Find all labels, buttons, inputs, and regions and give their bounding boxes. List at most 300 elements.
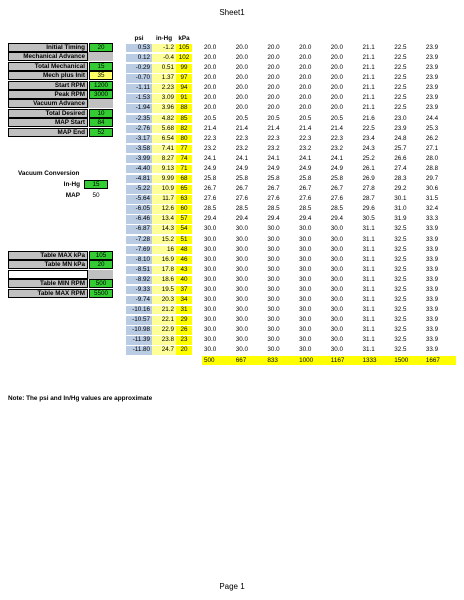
timing-value-cell: 21.1 (362, 54, 375, 62)
param-row (8, 270, 113, 279)
timing-value-cell: 24.1 (204, 154, 217, 162)
param-row (8, 289, 113, 298)
timing-value-cell: 20.0 (330, 74, 344, 82)
param-label: Table MN kPa (8, 260, 88, 269)
timing-value-cell: 26.7 (204, 185, 217, 193)
kpa-cell: 68 (176, 175, 192, 183)
timing-value-cell: 20.0 (330, 94, 344, 102)
timing-value-cell: 27.4 (394, 164, 407, 172)
timing-value-cell: 33.9 (425, 275, 439, 283)
timing-value-cell: 30.0 (330, 265, 344, 273)
table-row (126, 236, 464, 244)
kpa-cell: 40 (176, 276, 192, 284)
timing-value-cell: 23.0 (394, 114, 407, 122)
timing-value-cell: 30.0 (330, 306, 344, 314)
timing-value-cell: 29.4 (299, 215, 312, 223)
timing-value-cell: 30.0 (267, 346, 280, 354)
inhg-cell: 24.7 (152, 346, 176, 354)
timing-value-cell: 25.8 (235, 175, 248, 183)
inhg-cell: 9.99 (152, 175, 176, 183)
kpa-cell: 99 (176, 64, 192, 72)
param-label-empty (8, 270, 88, 279)
timing-value-cell: 20.0 (330, 84, 344, 92)
table-row (126, 135, 464, 143)
table-row (126, 205, 464, 213)
inhg-cell: 13.4 (152, 215, 176, 223)
timing-value-cell: 32.5 (394, 255, 407, 263)
param-row (8, 128, 113, 137)
param-value-cell[interactable]: 35 (89, 71, 113, 80)
timing-value-cell: 28.5 (299, 205, 312, 213)
timing-value-cell: 30.0 (204, 255, 217, 263)
param-value-cell[interactable]: 84 (89, 118, 113, 127)
timing-value-cell: 23.9 (425, 54, 439, 62)
inhg-cell: 12.6 (152, 205, 176, 213)
param-value-cell[interactable]: 15 (89, 62, 113, 71)
timing-value-cell: 25.2 (362, 154, 375, 162)
timing-value-cell: 26.7 (330, 185, 344, 193)
kpa-cell: 88 (176, 104, 192, 112)
timing-value-cell: 24.1 (299, 154, 312, 162)
psi-cell: -0.70 (126, 74, 152, 82)
timing-value-cell: 30.0 (235, 255, 248, 263)
vacuum-conversion-heading: Vacuum Conversion (18, 170, 80, 177)
timing-value-cell: 20.0 (299, 54, 312, 62)
timing-value-cell: 31.1 (362, 275, 375, 283)
timing-value-cell: 20.0 (235, 74, 248, 82)
timing-value-cell: 30.0 (330, 296, 344, 303)
timing-value-cell: 29.4 (330, 215, 344, 223)
timing-value-cell: 30.0 (299, 296, 312, 303)
timing-value-cell: 21.4 (267, 124, 280, 132)
param-row (8, 71, 113, 80)
table-row (126, 104, 464, 112)
param-value-cell[interactable]: 20 (89, 43, 113, 52)
kpa-cell: 65 (176, 185, 192, 193)
param-label: Mechanical Advance (8, 52, 88, 61)
timing-value-cell: 29.4 (235, 215, 248, 223)
inhg-cell: 2.23 (152, 84, 176, 92)
timing-value-cell: 20.0 (330, 54, 344, 62)
timing-value-cell: 25.8 (204, 175, 217, 183)
psi-cell: -6.46 (126, 215, 152, 223)
timing-value-cell: 30.0 (204, 316, 217, 324)
table-row (126, 215, 464, 223)
kpa-cell: 57 (176, 215, 192, 223)
inhg-cell: 4.82 (152, 115, 176, 123)
timing-value-cell: 24.4 (425, 114, 439, 122)
kpa-cell: 37 (176, 286, 192, 294)
timing-value-cell: 31.1 (362, 316, 375, 324)
timing-value-cell: 31.5 (425, 195, 439, 203)
table-row (126, 84, 464, 92)
table-row (126, 44, 464, 52)
timing-value-cell: 25.3 (425, 124, 439, 132)
timing-value-cell: 33.9 (425, 285, 439, 293)
timing-value-cell: 27.6 (299, 195, 312, 203)
param-label: Peak RPM (8, 90, 88, 99)
timing-value-cell: 21.1 (362, 64, 375, 72)
psi-cell: 0.53 (126, 44, 152, 52)
timing-value-cell: 31.1 (362, 245, 375, 253)
timing-value-cell: 24.9 (267, 164, 280, 172)
timing-value-cell: 30.0 (235, 245, 248, 253)
inhg-cell: 15.2 (152, 236, 176, 244)
timing-value-cell: 30.0 (267, 285, 280, 293)
table-row (126, 336, 464, 344)
kpa-cell: 26 (176, 326, 192, 334)
timing-value-cell: 23.2 (299, 144, 312, 152)
timing-value-cell: 24.3 (362, 144, 375, 152)
param-label: Start RPM (8, 81, 88, 90)
timing-value-cell: 30.0 (267, 316, 280, 324)
timing-value-cell: 30.0 (235, 316, 248, 324)
timing-value-cell: 32.5 (394, 326, 407, 334)
timing-value-cell: 30.0 (267, 306, 280, 314)
param-label: Table MAX RPM (8, 289, 88, 298)
timing-value-cell: 30.0 (267, 336, 280, 344)
table-row (126, 185, 464, 193)
timing-value-cell: 31.1 (362, 225, 375, 233)
param-label: Mech plus Init (8, 71, 88, 80)
param-value-cell[interactable]: 5500 (89, 289, 113, 298)
timing-value-cell: 23.9 (425, 94, 439, 102)
inhg-cell: 22.1 (152, 316, 176, 324)
timing-value-cell: 24.9 (235, 164, 248, 172)
table-row (126, 145, 464, 153)
timing-value-cell: 31.1 (362, 296, 375, 303)
timing-value-cell: 33.9 (425, 346, 439, 354)
timing-value-cell: 27.1 (425, 144, 439, 152)
timing-value-cell: 30.0 (267, 296, 280, 303)
timing-value-cell: 30.0 (267, 265, 280, 273)
timing-value-cell: 22.5 (362, 124, 375, 132)
timing-value-cell: 28.5 (330, 205, 344, 213)
timing-value-cell: 20.0 (330, 104, 344, 112)
param-row (8, 251, 113, 260)
kpa-cell: 80 (176, 135, 192, 143)
timing-value-cell: 29.4 (204, 215, 217, 223)
kpa-cell: 20 (176, 346, 192, 354)
timing-value-cell: 30.0 (235, 225, 248, 233)
table-row (126, 165, 464, 173)
timing-value-cell: 23.9 (425, 104, 439, 112)
timing-value-cell: 30.0 (299, 316, 312, 324)
inhg-cell: 14.3 (152, 225, 176, 233)
timing-value-cell: 21.4 (330, 124, 344, 132)
timing-value-cell: 33.9 (425, 235, 439, 243)
timing-value-cell: 25.7 (394, 144, 407, 152)
kpa-cell: 31 (176, 306, 192, 314)
kpa-cell: 82 (176, 125, 192, 133)
timing-value-cell: 30.0 (204, 265, 217, 273)
table-row (126, 94, 464, 102)
timing-value-cell: 23.9 (425, 64, 439, 72)
psi-cell: -1.11 (126, 84, 152, 92)
param-label: Vacuum Advance (8, 99, 88, 108)
timing-value-cell: 21.1 (362, 104, 375, 112)
timing-value-cell: 26.7 (267, 185, 280, 193)
timing-value-cell: 20.0 (299, 74, 312, 82)
psi-cell: -4.40 (126, 165, 152, 173)
timing-value-cell: 31.1 (362, 285, 375, 293)
timing-value-cell: 27.8 (362, 185, 375, 193)
timing-value-cell: 30.0 (299, 245, 312, 253)
psi-cell: -3.99 (126, 155, 152, 163)
param-value-cell[interactable]: 1200 (89, 81, 113, 90)
timing-value-cell: 30.0 (299, 326, 312, 334)
timing-value-cell: 20.0 (267, 84, 280, 92)
timing-value-cell: 30.0 (330, 255, 344, 263)
timing-value-cell: 30.0 (299, 336, 312, 344)
timing-value-cell: 30.0 (267, 235, 280, 243)
timing-value-cell: 31.1 (362, 235, 375, 243)
param-value-cell[interactable]: 10 (89, 109, 113, 118)
timing-value-cell: 20.0 (299, 94, 312, 102)
timing-value-cell: 33.9 (425, 306, 439, 314)
timing-value-cell: 33.3 (425, 215, 439, 223)
param-value-cell[interactable]: 105 (89, 251, 113, 260)
inhg-cell: 23.8 (152, 336, 176, 344)
timing-value-cell: 30.5 (362, 215, 375, 223)
timing-value-cell: 32.5 (394, 245, 407, 253)
psi-cell: -6.05 (126, 205, 152, 213)
timing-value-cell: 30.0 (235, 265, 248, 273)
timing-value-cell: 30.0 (330, 235, 344, 243)
timing-value-cell: 30.0 (204, 225, 217, 233)
timing-value-cell: 28.5 (235, 205, 248, 213)
timing-value-cell: 31.1 (362, 336, 375, 344)
timing-value-cell: 29.7 (425, 175, 439, 183)
kpa-cell: 97 (176, 74, 192, 82)
timing-value-cell: 30.0 (235, 296, 248, 303)
timing-value-cell: 30.0 (330, 336, 344, 344)
param-label: Initial Timing (8, 43, 88, 52)
param-value-cell[interactable]: 500 (89, 279, 113, 288)
inhg-cell: 7.41 (152, 145, 176, 153)
inhg-value-cell[interactable]: 15 (84, 180, 108, 189)
timing-value-cell: 30.0 (299, 275, 312, 283)
map-value: 50 (92, 192, 100, 199)
timing-value-cell: 20.0 (267, 74, 280, 82)
timing-value-cell: 30.0 (299, 306, 312, 314)
header-inhg: in-Hg (155, 35, 173, 42)
param-row (8, 118, 113, 127)
timing-value-cell: 33.9 (425, 316, 439, 324)
psi-cell: -1.94 (126, 104, 152, 112)
table-row (126, 246, 464, 254)
param-label: Table MAX kPa (8, 251, 88, 260)
timing-value-cell: 31.9 (394, 215, 407, 223)
timing-value-cell: 21.1 (362, 74, 375, 82)
timing-value-cell: 30.0 (330, 346, 344, 354)
timing-value-cell: 28.7 (362, 195, 375, 203)
timing-value-cell: 20.0 (204, 54, 217, 62)
timing-value-cell: 23.9 (425, 74, 439, 82)
kpa-cell: 29 (176, 316, 192, 324)
timing-value-cell: 30.0 (330, 316, 344, 324)
kpa-cell: 43 (176, 266, 192, 274)
inhg-cell: 0.51 (152, 64, 176, 72)
param-label: MAP Start (8, 118, 88, 127)
timing-value-cell: 23.9 (425, 44, 439, 51)
table-row (126, 256, 464, 264)
timing-value-cell: 32.4 (425, 205, 439, 213)
table-row (126, 276, 464, 284)
timing-value-cell: 24.1 (330, 154, 344, 162)
timing-value-cell: 20.0 (235, 54, 248, 62)
timing-value-cell: 26.2 (425, 134, 439, 142)
psi-cell: 0.12 (126, 54, 152, 62)
timing-value-cell: 28.8 (425, 164, 439, 172)
kpa-cell: 63 (176, 195, 192, 203)
timing-value-cell: 29.2 (394, 185, 407, 193)
param-value-cell (88, 52, 113, 61)
timing-value-cell: 30.0 (299, 225, 312, 233)
timing-value-cell: 30.0 (267, 275, 280, 283)
timing-value-cell: 20.0 (299, 84, 312, 92)
kpa-cell: 34 (176, 296, 192, 304)
table-row (126, 266, 464, 274)
timing-value-cell: 25.8 (330, 175, 344, 183)
param-row (8, 81, 113, 90)
inhg-cell: -1.2 (152, 44, 176, 52)
psi-cell: -8.92 (126, 276, 152, 284)
psi-cell: -8.10 (126, 256, 152, 264)
timing-value-cell: 21.1 (362, 84, 375, 92)
timing-value-cell: 30.6 (425, 185, 439, 193)
table-row (126, 286, 464, 294)
timing-value-cell: 20.0 (204, 104, 217, 112)
timing-value-cell: 30.0 (299, 235, 312, 243)
timing-value-cell: 30.0 (299, 255, 312, 263)
kpa-cell: 54 (176, 225, 192, 233)
timing-value-cell: 21.4 (235, 124, 248, 132)
timing-value-cell: 30.0 (330, 326, 344, 334)
timing-value-cell: 20.0 (267, 104, 280, 112)
inhg-cell: 10.9 (152, 185, 176, 193)
inhg-label: In-Hg (63, 181, 80, 188)
timing-value-cell: 30.0 (235, 306, 248, 314)
param-row (8, 279, 113, 288)
timing-value-cell: 21.1 (362, 44, 375, 51)
sheet-title: Sheet1 (219, 8, 245, 17)
kpa-cell: 105 (176, 44, 192, 52)
timing-value-cell: 30.0 (299, 265, 312, 273)
table-row (126, 316, 464, 324)
rpm-axis-cell: 1667 (425, 357, 440, 365)
inhg-cell: -0.4 (152, 54, 176, 62)
param-value-cell[interactable]: 52 (89, 128, 113, 137)
param-value-cell (88, 99, 113, 108)
timing-value-cell: 30.0 (235, 275, 248, 283)
timing-value-cell: 20.0 (267, 44, 280, 51)
param-value-cell[interactable]: 3000 (89, 90, 113, 99)
timing-value-cell: 28.5 (267, 205, 280, 213)
kpa-cell: 51 (176, 236, 192, 244)
param-row (8, 99, 113, 108)
timing-value-cell: 20.0 (330, 44, 344, 51)
timing-value-cell: 20.0 (204, 64, 217, 72)
table-row (126, 54, 464, 62)
timing-value-cell: 30.0 (204, 296, 217, 303)
rpm-axis-cell: 1500 (394, 357, 409, 365)
param-row (8, 62, 113, 71)
timing-value-cell: 27.6 (204, 195, 217, 203)
timing-value-cell: 28.3 (394, 175, 407, 183)
table-row (126, 326, 464, 334)
timing-value-cell: 22.5 (394, 84, 407, 92)
inhg-cell: 18.6 (152, 276, 176, 284)
rpm-axis-cell: 1000 (299, 357, 314, 365)
timing-value-cell: 30.0 (204, 275, 217, 283)
inhg-cell: 9.13 (152, 165, 176, 173)
psi-cell: -3.58 (126, 145, 152, 153)
inhg-cell: 16.9 (152, 256, 176, 264)
timing-value-cell: 22.3 (235, 134, 248, 142)
timing-value-cell: 33.9 (425, 225, 439, 233)
psi-cell: -10.16 (126, 306, 152, 314)
kpa-cell: 102 (176, 54, 192, 62)
timing-value-cell: 22.3 (267, 134, 280, 142)
psi-cell: -0.29 (126, 64, 152, 72)
param-label: Table MIN RPM (8, 279, 88, 288)
timing-value-cell: 30.0 (330, 245, 344, 253)
timing-value-cell: 30.0 (235, 285, 248, 293)
timing-value-cell: 26.7 (235, 185, 248, 193)
psi-cell: -11.39 (126, 336, 152, 344)
timing-value-cell: 29.6 (362, 205, 375, 213)
page-footer: Page 1 (219, 582, 245, 591)
timing-value-cell: 22.5 (394, 54, 407, 62)
param-value-cell[interactable]: 20 (89, 260, 113, 269)
param-row (8, 43, 113, 52)
timing-value-cell: 20.0 (235, 104, 248, 112)
timing-value-cell: 22.3 (330, 134, 344, 142)
timing-value-cell: 30.0 (204, 336, 217, 344)
timing-value-cell: 25.8 (267, 175, 280, 183)
inhg-cell: 11.7 (152, 195, 176, 203)
timing-value-cell: 31.1 (362, 306, 375, 314)
psi-cell: -6.87 (126, 225, 152, 233)
table-row (126, 195, 464, 203)
inhg-cell: 6.54 (152, 135, 176, 143)
timing-value-cell: 32.5 (394, 225, 407, 233)
timing-value-cell: 27.6 (330, 195, 344, 203)
param-row (8, 52, 113, 61)
timing-value-cell: 20.0 (235, 84, 248, 92)
timing-value-cell: 24.9 (204, 164, 217, 172)
timing-value-cell: 30.0 (330, 275, 344, 283)
timing-value-cell: 24.1 (267, 154, 280, 162)
timing-value-cell: 20.0 (204, 44, 217, 51)
timing-value-cell: 20.0 (204, 94, 217, 102)
timing-value-cell: 28.0 (425, 154, 439, 162)
timing-value-cell: 30.0 (267, 255, 280, 263)
inhg-cell: 1.37 (152, 74, 176, 82)
timing-value-cell: 30.0 (204, 326, 217, 334)
timing-value-cell: 22.5 (394, 44, 407, 51)
timing-value-cell: 21.1 (362, 94, 375, 102)
timing-value-cell: 20.5 (330, 114, 344, 122)
timing-value-cell: 33.9 (425, 326, 439, 334)
timing-value-cell: 23.9 (394, 124, 407, 132)
table-row (126, 64, 464, 72)
timing-value-cell: 20.0 (267, 54, 280, 62)
psi-cell: -9.74 (126, 296, 152, 304)
rpm-axis-cell: 1167 (330, 357, 345, 365)
psi-cell: -5.22 (126, 185, 152, 193)
